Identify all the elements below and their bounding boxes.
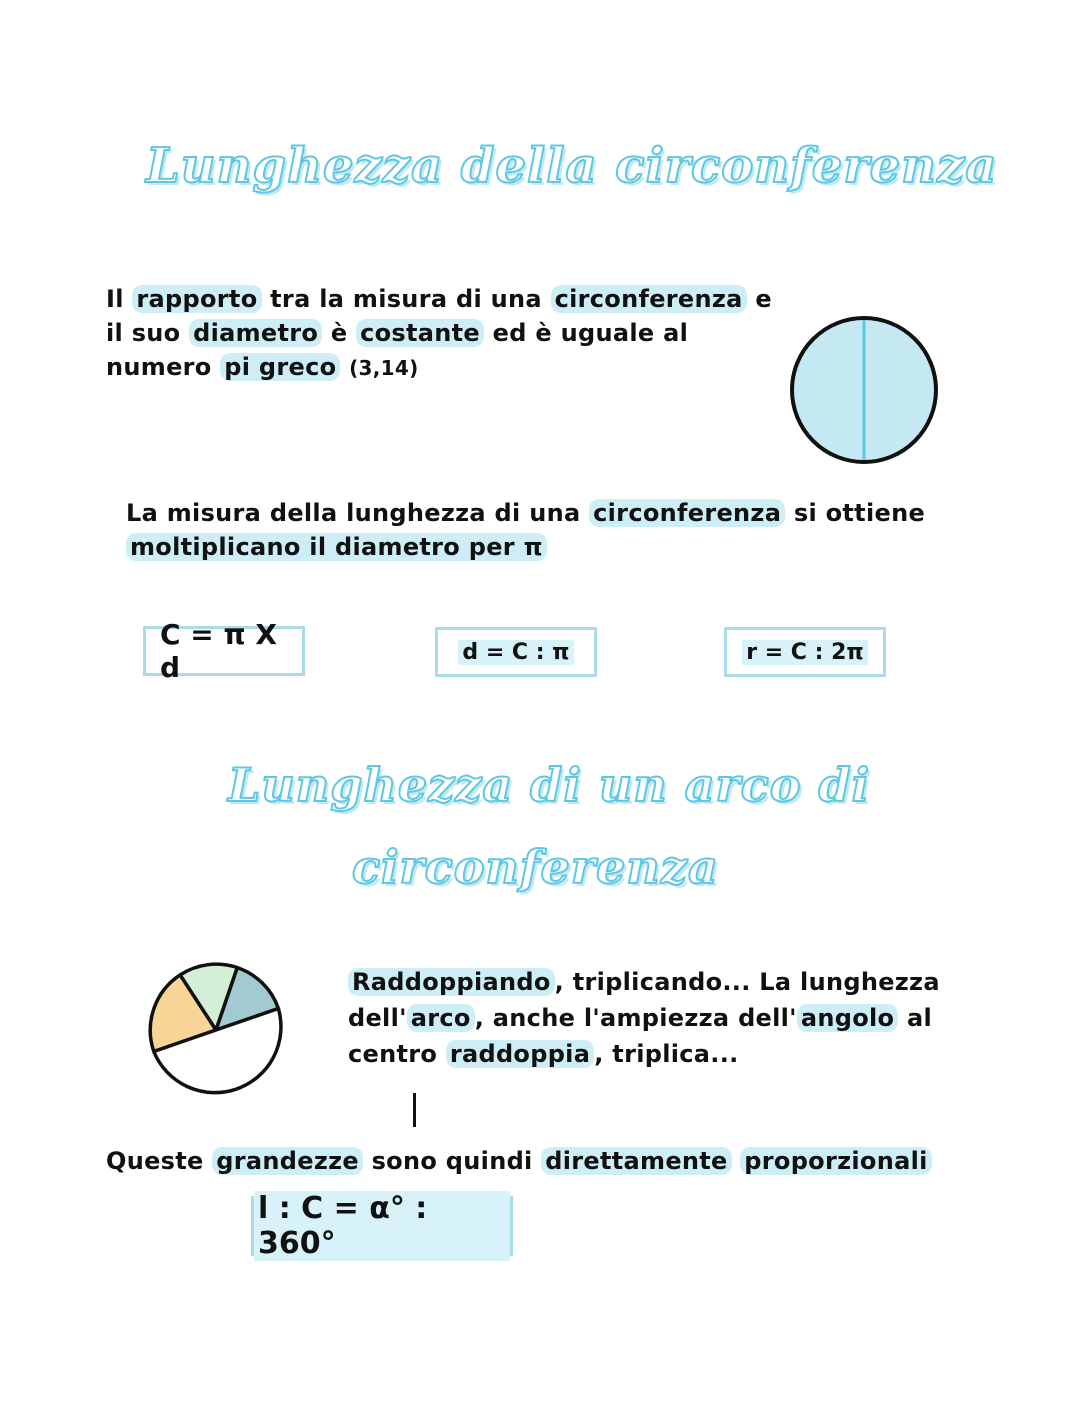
keyword-angolo: angolo <box>797 1004 898 1032</box>
keyword-arco: arco <box>407 1004 475 1032</box>
keyword-circonferenza: circonferenza <box>551 285 747 313</box>
formula-text: C = π X d <box>160 618 277 684</box>
section-1-title: Lunghezza della circonferenza <box>146 138 998 194</box>
arc-line-2 <box>348 1000 968 1036</box>
formula-radius <box>724 627 886 677</box>
intro-paragraph <box>106 282 826 385</box>
text: centro <box>348 1040 438 1068</box>
text: si ottiene <box>793 499 926 527</box>
formula-text: r = C : 2π <box>742 640 868 665</box>
text: La misura della lunghezza di una <box>126 499 581 527</box>
keyword-costante: costante <box>356 319 484 347</box>
keyword-pi-greco: pi greco <box>220 353 340 381</box>
intro-line-2 <box>106 316 826 350</box>
keyword-raddoppiando: Raddoppiando <box>348 968 555 996</box>
rule-line-1 <box>126 496 966 530</box>
keyword-direttamente: direttamente <box>541 1147 731 1175</box>
connector-line <box>413 1093 416 1127</box>
pie-arcs-illustration <box>138 950 298 1110</box>
arc-paragraph <box>348 964 968 1072</box>
text: Queste <box>106 1147 204 1175</box>
text: (3,14) <box>349 356 419 380</box>
text: numero <box>106 353 212 381</box>
text: è <box>330 319 348 347</box>
formula-diameter <box>435 627 597 677</box>
intro-line-3 <box>106 350 826 385</box>
arc-line-1 <box>348 964 968 1000</box>
keyword-rapporto: rapporto <box>132 285 261 313</box>
rule-line-2 <box>126 530 966 564</box>
text: , anche l'ampiezza dell' <box>474 1004 797 1032</box>
formula-text: d = C : π <box>458 640 573 665</box>
keyword-diametro: diametro <box>189 319 322 347</box>
intro-line-1 <box>106 282 826 316</box>
text: , triplica... <box>594 1040 739 1068</box>
text: dell' <box>348 1004 407 1032</box>
text: , triplicando... La lunghezza <box>554 968 940 996</box>
conclusion-line <box>106 1144 1006 1178</box>
circle-diameter-illustration <box>786 312 942 468</box>
text: Il <box>106 285 124 313</box>
proportion-formula <box>251 1191 513 1261</box>
rule-paragraph <box>126 496 966 564</box>
keyword-circonferenza: circonferenza <box>589 499 785 527</box>
section-2-title-line-2: circonferenza <box>352 840 719 894</box>
text: e <box>755 285 772 313</box>
keyword-moltiplicano: moltiplicano il diametro per π <box>126 533 547 561</box>
text: sono quindi <box>371 1147 533 1175</box>
keyword-proporzionali: proporzionali <box>740 1147 931 1175</box>
text: il suo <box>106 319 181 347</box>
text: ed è uguale al <box>492 319 689 347</box>
formula-circumference <box>143 618 305 684</box>
keyword-grandezze: grandezze <box>212 1147 363 1175</box>
text: al <box>906 1004 932 1032</box>
section-2-title-line-1: Lunghezza di un arco di <box>228 758 871 812</box>
text: tra la misura di una <box>270 285 542 313</box>
arc-line-3 <box>348 1036 968 1072</box>
formula-text: l : C = α° : 360° <box>254 1191 510 1261</box>
keyword-raddoppia: raddoppia <box>446 1040 594 1068</box>
